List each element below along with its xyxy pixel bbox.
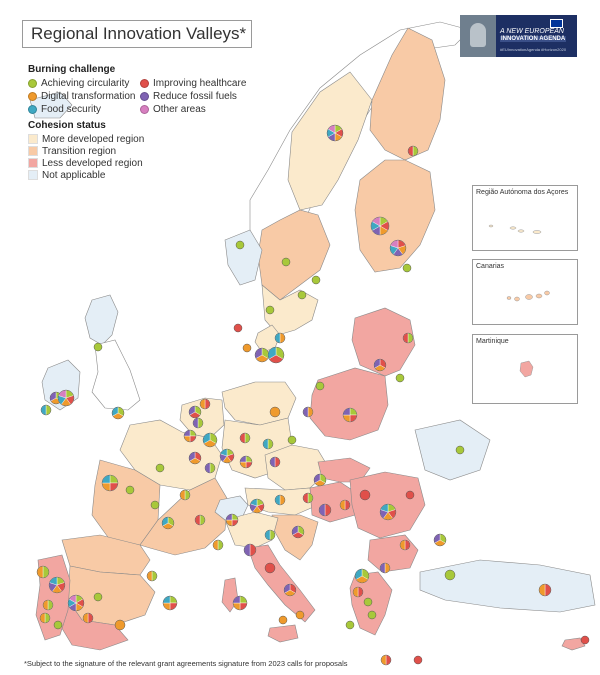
region-spain-central (68, 566, 155, 625)
banner-person-image (470, 23, 486, 47)
valley-pie-marker (244, 544, 256, 556)
valley-pie-marker (213, 540, 223, 550)
innovation-agenda-banner (460, 15, 577, 57)
valley-slice (266, 306, 274, 314)
valley-pie-marker (303, 407, 313, 417)
valley-pie-marker (250, 499, 264, 513)
valley-slice (279, 616, 287, 624)
region-sicily (268, 625, 298, 642)
valley-pie-marker (275, 495, 285, 505)
valley-pie-marker (390, 240, 406, 256)
valley-pie-marker (275, 333, 285, 343)
valley-slice (303, 407, 308, 417)
cohesion-status-heading: Cohesion status (28, 120, 106, 131)
valley-slice (396, 374, 404, 382)
legend-label: More developed region (42, 133, 145, 145)
valley-slice (115, 620, 125, 630)
valley-slice (406, 491, 414, 499)
banner-line1: A NEW EUROPEAN (500, 28, 564, 35)
more-developed-swatch (28, 134, 38, 144)
banner-hashtags: #EUInnovationAgenda #Horizon2020 (500, 47, 567, 52)
valley-slice (218, 540, 223, 550)
inset-azores (472, 185, 578, 251)
less-developed-swatch (28, 158, 38, 168)
valley-pie-marker (371, 217, 389, 235)
valley-slice (41, 405, 46, 415)
valley-pie-marker (396, 374, 404, 382)
canarias-islands (473, 260, 577, 324)
azores-islands (473, 186, 577, 250)
valley-pie-marker (236, 241, 244, 249)
valley-pie-marker (296, 611, 304, 619)
valley-slice (296, 611, 304, 619)
valley-pie-marker (234, 324, 242, 332)
valley-pie-marker (340, 500, 350, 510)
valley-pie-marker (445, 570, 455, 580)
valley-pie-marker (312, 276, 320, 284)
fossil-dot-icon (140, 92, 149, 101)
valley-slice (151, 501, 159, 509)
valley-pie-marker (303, 493, 313, 503)
valley-pie-marker (456, 446, 464, 454)
valley-pie-marker (316, 382, 324, 390)
valley-pie-marker (240, 433, 250, 443)
valley-pie-marker (54, 621, 62, 629)
footnote: *Subject to the signature of the relevant grant agreements signature from 2023 calls for proposals (24, 659, 348, 668)
valley-pie-marker (163, 596, 177, 610)
valley-slice (94, 593, 102, 601)
valley-pie-marker (156, 464, 164, 472)
valley-pie-marker (319, 504, 331, 516)
valley-slice (360, 490, 370, 500)
valley-slice (234, 324, 242, 332)
valley-slice (213, 540, 218, 550)
valley-slice (312, 276, 320, 284)
legend-label: Achieving circularity (41, 77, 130, 89)
valley-slice (37, 566, 43, 578)
valley-slice (270, 407, 280, 417)
valley-pie-marker (263, 439, 273, 449)
valley-pie-marker (195, 515, 205, 525)
valley-pie-marker (406, 491, 414, 499)
legend-item-less-developed (28, 157, 258, 169)
valley-pie-marker (380, 504, 396, 520)
valley-pie-marker (240, 456, 252, 468)
valley-slice (265, 563, 275, 573)
valley-pie-marker (255, 348, 269, 362)
valley-slice (403, 264, 411, 272)
valley-slice (46, 405, 51, 415)
valley-pie-marker (41, 405, 51, 415)
valley-pie-marker (83, 613, 93, 623)
valley-pie-marker (112, 407, 124, 419)
legend-item-other (140, 103, 250, 115)
valley-pie-marker (115, 620, 125, 630)
valley-slice (581, 636, 589, 644)
valley-pie-marker (400, 540, 410, 550)
valley-pie-marker (220, 449, 234, 463)
legend-label: Food security (41, 103, 102, 115)
region-turkey (420, 560, 595, 612)
legend-item-more-developed (28, 133, 258, 145)
valley-pie-marker (364, 598, 372, 606)
burning-challenge-list (28, 77, 258, 115)
valley-slice (280, 333, 285, 343)
martinique-island (473, 335, 577, 403)
valley-slice (156, 464, 164, 472)
valley-pie-marker (434, 534, 446, 546)
valley-pie-marker (58, 390, 74, 406)
valley-pie-marker (374, 359, 386, 371)
valley-pie-marker (189, 452, 201, 464)
valley-pie-marker (189, 406, 201, 418)
valley-pie-marker (408, 146, 418, 156)
transition-swatch (28, 146, 38, 156)
valley-pie-marker (147, 571, 157, 581)
valley-pie-marker (355, 569, 369, 583)
inset-martinique (472, 334, 578, 404)
valley-slice (381, 655, 386, 665)
valley-pie-marker (381, 655, 391, 665)
valley-pie-marker (403, 333, 413, 343)
valley-slice (288, 436, 296, 444)
valley-pie-marker (414, 656, 422, 664)
valley-pie-marker (279, 616, 287, 624)
valley-slice (147, 571, 152, 581)
valley-slice (456, 446, 464, 454)
inset-azores-label: Região Autónoma dos Açores (476, 189, 569, 196)
valley-pie-marker (266, 306, 274, 314)
valley-slice (152, 571, 157, 581)
legend-item-healthcare (140, 77, 250, 89)
circularity-dot-icon (28, 79, 37, 88)
valley-pie-marker (40, 613, 50, 623)
inset-canarias-label: Canarias (476, 263, 505, 270)
valley-slice (243, 344, 251, 352)
region-bulgaria (368, 535, 418, 572)
valley-pie-marker (180, 490, 190, 500)
valley-slice (346, 621, 354, 629)
valley-pie-marker (265, 563, 275, 573)
valley-pie-marker (200, 399, 210, 409)
valley-slice (386, 655, 391, 665)
burning-challenge-heading: Burning challenge (28, 64, 116, 75)
region-poland (310, 368, 388, 440)
valley-pie-marker (203, 433, 217, 447)
valley-pie-marker (102, 475, 118, 491)
valley-pie-marker (68, 595, 84, 611)
valley-pie-marker (226, 514, 238, 526)
valley-pie-marker (353, 587, 363, 597)
valley-slice (94, 343, 102, 351)
valley-slice (364, 598, 372, 606)
cohesion-status-list (28, 133, 258, 181)
valley-pie-marker (268, 347, 284, 363)
legend-item-not-applicable (28, 169, 258, 181)
valley-pie-marker (292, 526, 304, 538)
legend-label: Reduce fossil fuels (153, 90, 237, 102)
valley-pie-marker (270, 457, 280, 467)
legend-label: Less developed region (42, 157, 143, 169)
valley-pie-marker (265, 530, 275, 540)
valley-slice (414, 656, 422, 664)
region-scotland (85, 295, 118, 345)
legend-item-transition (28, 145, 258, 157)
eu-flag-icon (550, 19, 563, 28)
inset-martinique-label: Martinique (476, 338, 509, 345)
valley-pie-marker (94, 343, 102, 351)
valley-slice (445, 570, 455, 580)
valley-pie-marker (284, 584, 296, 596)
valley-slice (282, 258, 290, 266)
map-title-box (22, 20, 252, 48)
valley-pie-marker (343, 408, 357, 422)
region-ukraine (415, 420, 490, 480)
valley-pie-marker (327, 125, 343, 141)
valley-pie-marker (403, 264, 411, 272)
valley-slice (316, 382, 324, 390)
map-title: Regional Innovation Valleys* (31, 24, 247, 43)
banner-line2: INNOVATION AGENDA (501, 36, 566, 42)
valley-pie-marker (298, 291, 306, 299)
legend-item-fossil (140, 90, 250, 102)
inset-canarias (472, 259, 578, 325)
legend-label: Not applicable (42, 169, 106, 181)
valley-pie-marker (205, 463, 215, 473)
not-applicable-swatch (28, 170, 38, 180)
valley-pie-marker (94, 593, 102, 601)
valley-slice (54, 621, 62, 629)
legend-label: Transition region (42, 145, 117, 157)
digital-dot-icon (28, 92, 37, 101)
valley-pie-marker (270, 407, 280, 417)
valley-slice (236, 241, 244, 249)
valley-pie-marker (360, 490, 370, 500)
valley-pie-marker (37, 566, 49, 578)
region-italy-peninsula (248, 545, 315, 622)
valley-pie-marker (49, 577, 65, 593)
valley-pie-marker (126, 486, 134, 494)
valley-slice (126, 486, 134, 494)
legend-item-digital (28, 90, 140, 102)
valley-pie-marker (368, 611, 376, 619)
valley-pie-marker (380, 563, 390, 573)
other-dot-icon (140, 105, 149, 114)
valley-pie-marker (314, 474, 326, 486)
valley-pie-marker (233, 596, 247, 610)
healthcare-dot-icon (140, 79, 149, 88)
valley-pie-marker (581, 636, 589, 644)
valley-pie-marker (151, 501, 159, 509)
valley-pie-marker (162, 517, 174, 529)
valley-pie-marker (243, 344, 251, 352)
valley-pie-marker (43, 600, 53, 610)
valley-slice (298, 291, 306, 299)
legend-item-circularity (28, 77, 140, 89)
valley-pie-marker (282, 258, 290, 266)
valley-pie-marker (539, 584, 551, 596)
valley-pie-marker (288, 436, 296, 444)
food-dot-icon (28, 105, 37, 114)
valley-pie-marker (184, 430, 196, 442)
valley-pie-marker (346, 621, 354, 629)
legend-item-food (28, 103, 140, 115)
valley-pie-marker (193, 418, 203, 428)
legend-label: Other areas (153, 103, 206, 115)
map-legend (28, 64, 258, 181)
legend-label: Improving healthcare (153, 77, 247, 89)
valley-slice (368, 611, 376, 619)
legend-label: Digital transformation (41, 90, 136, 102)
